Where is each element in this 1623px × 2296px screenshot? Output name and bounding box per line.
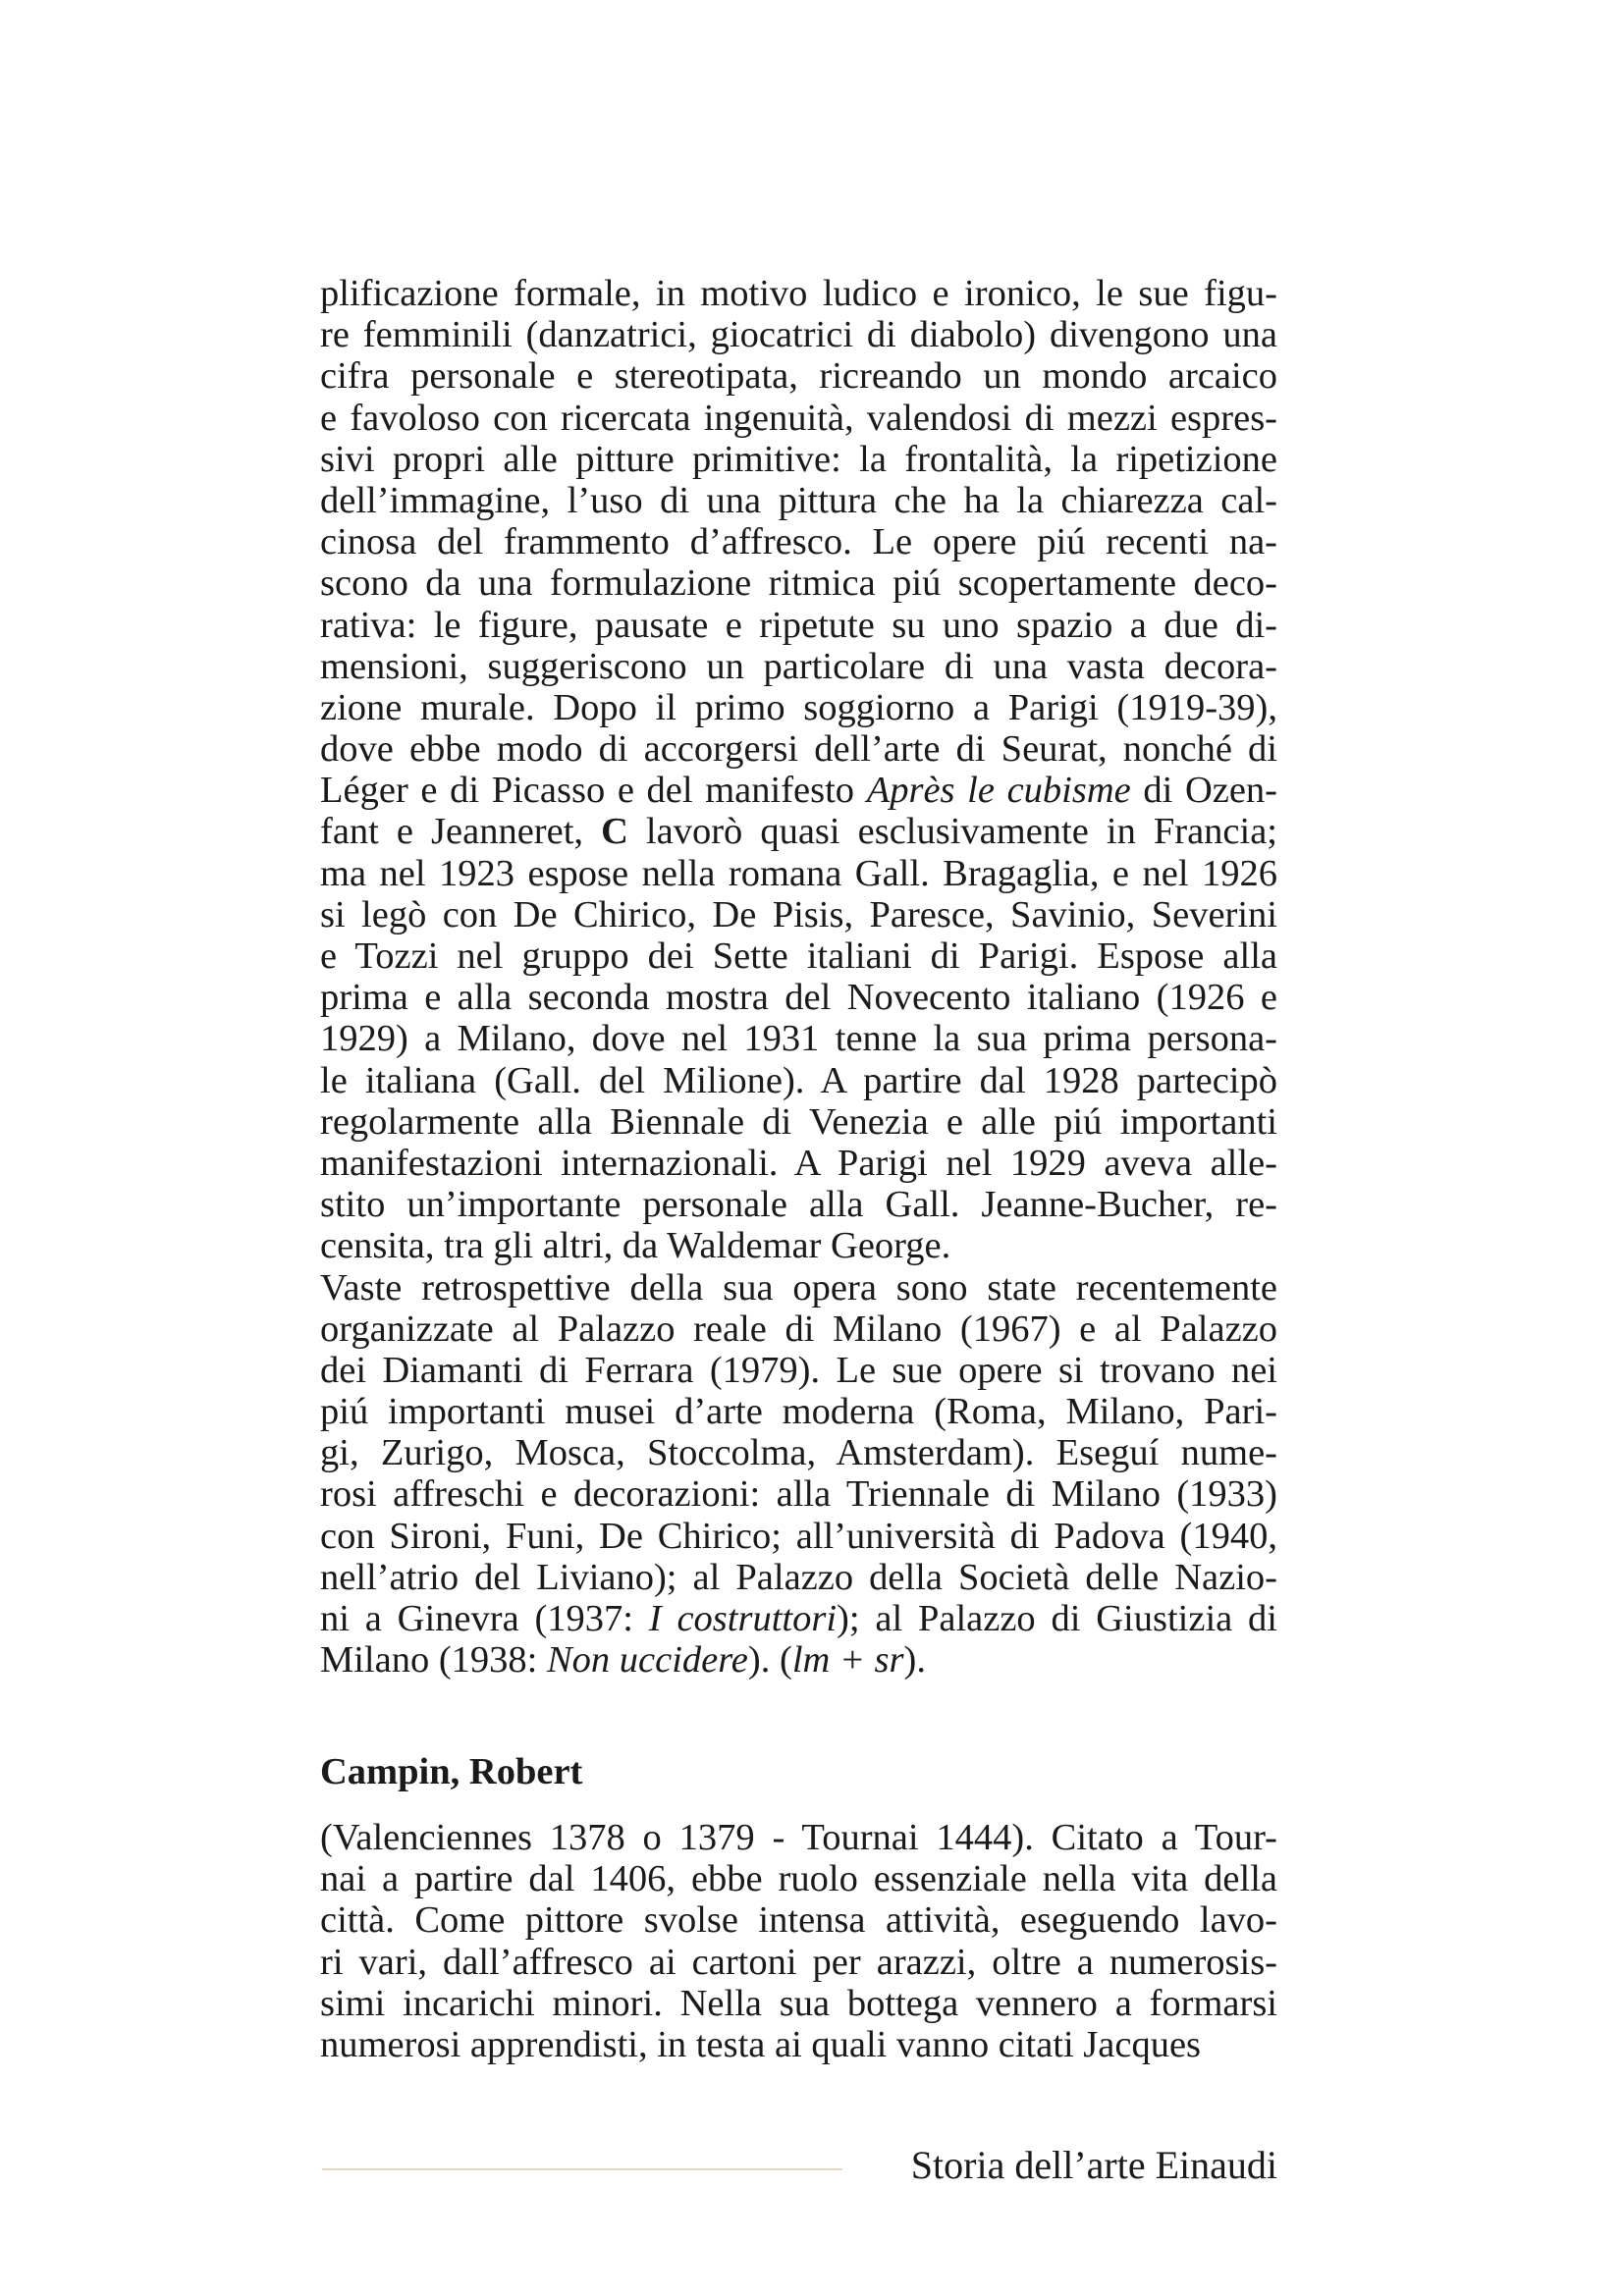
text-line xyxy=(320,894,1277,935)
text-line xyxy=(320,1101,1277,1143)
text-segment: prima e alla seconda mostra del Novecento italiano (1926 e xyxy=(320,977,1277,1019)
text-line xyxy=(320,1018,1277,1059)
text-line xyxy=(320,398,1277,439)
text-line xyxy=(320,977,1277,1018)
text-segment: sivi propri alle pitture primitive: la frontalità, la ripetizione xyxy=(320,438,1277,480)
text-segment: ri vari, dall’affresco ai cartoni per arazzi, oltre a numerosis- xyxy=(320,1941,1277,1983)
text-line xyxy=(320,1473,1277,1515)
text-segment: 1929) a Milano, dove nel 1931 tenne la sua prima persona- xyxy=(320,1018,1277,1060)
text-segment: ma nel 1923 espose nella romana Gall. Bragaglia, e nel 1926 xyxy=(320,852,1277,894)
text-segment: e Tozzi nel gruppo dei Sette italiani di Parigi. Espose alla xyxy=(320,935,1277,977)
text-segment: città. Come pittore svolse intensa attività, eseguendo lavo- xyxy=(320,1899,1277,1942)
text-segment: ni a Ginevra (1937: xyxy=(320,1598,649,1639)
text-segment: nai a partire dal 1406, ebbe ruolo essenziale nella vita della xyxy=(320,1858,1277,1900)
text-segment: piú importanti musei d’arte moderna (Roma, Milano, Pari- xyxy=(320,1391,1277,1433)
text-line xyxy=(320,1598,1277,1639)
text-line xyxy=(320,273,1277,314)
text-segment: censita, tra gli altri, da Waldemar George. xyxy=(320,1225,951,1267)
text-segment: dei Diamanti di Ferrara (1979). Le sue opere si trovano nei xyxy=(320,1349,1277,1391)
text-line xyxy=(320,2024,1277,2065)
text-line xyxy=(320,853,1277,894)
text-line xyxy=(320,521,1277,562)
text-segment: Milano (1938: xyxy=(320,1639,547,1682)
bold-text: C xyxy=(601,811,628,853)
text-line xyxy=(320,1639,1277,1681)
italic-text: I costruttori xyxy=(648,1598,838,1639)
text-segment: manifestazioni internazionali. A Parigi nel 1929 aveva alle- xyxy=(320,1142,1277,1184)
text-segment: cifra personale e stereotipata, ricreando un mondo arcaico xyxy=(320,355,1277,398)
text-line xyxy=(320,1391,1277,1432)
paragraph-campin-biography xyxy=(320,1817,1277,2065)
text-line xyxy=(320,687,1277,728)
text-line xyxy=(320,439,1277,480)
text-segment: numerosi apprendisti, in testa ai quali vanno citati Jacques xyxy=(320,2023,1202,2065)
text-line xyxy=(320,355,1277,397)
text-line xyxy=(320,480,1277,521)
text-segment: plificazione formale, in motivo ludico e ironico, le sue figu- xyxy=(320,273,1277,314)
text-line xyxy=(320,646,1277,687)
text-line xyxy=(320,1557,1277,1598)
footer-rule xyxy=(322,2168,842,2170)
text-line xyxy=(320,1516,1277,1557)
text-line xyxy=(320,1350,1277,1391)
footer-title: Storia dell’arte Einaudi xyxy=(910,2143,1277,2187)
text-segment: nell’atrio del Liviano); al Palazzo della Società delle Nazio- xyxy=(320,1556,1277,1598)
text-segment: ); al Palazzo di Giustizia di xyxy=(837,1598,1277,1639)
text-segment: zione murale. Dopo il primo soggiorno a Parigi (1919-39), xyxy=(320,686,1277,728)
text-segment: dove ebbe modo di accorgersi dell’arte di Seurat, nonché di xyxy=(320,728,1277,771)
entry-heading: Campin, Robert xyxy=(320,1751,583,1792)
text-line xyxy=(320,605,1277,646)
text-line xyxy=(320,1817,1277,1858)
italic-text: Après le cubisme xyxy=(866,770,1131,812)
text-segment: Vaste retrospettive della sua opera sono state recentemente xyxy=(320,1266,1277,1308)
text-segment: gi, Zurigo, Mosca, Stoccolma, Amsterdam). Eseguí nume- xyxy=(320,1432,1277,1474)
text-line xyxy=(320,1225,1277,1266)
text-segment: rosi affreschi e decorazioni: alla Triennale di Milano (1933) xyxy=(320,1473,1277,1516)
text-segment: (Valenciennes 1378 o 1379 - Tournai 1444). Citato a Tour- xyxy=(320,1817,1277,1858)
text-line xyxy=(320,1899,1277,1941)
paragraph-continuation xyxy=(320,273,1277,1267)
text-line xyxy=(320,1942,1277,1983)
italic-text: Non uccidere xyxy=(546,1639,748,1682)
text-segment: e favoloso con ricercata ingenuità, valendosi di mezzi espres- xyxy=(320,397,1277,439)
text-line xyxy=(320,728,1277,770)
text-segment: simi incarichi minori. Nella sua bottega vennero a formarsi xyxy=(320,1982,1277,2024)
text-line xyxy=(320,935,1277,977)
text-line xyxy=(320,1143,1277,1184)
text-segment: Léger e di Picasso e del manifesto xyxy=(320,770,867,812)
text-segment: ). xyxy=(903,1639,926,1682)
text-segment: stito un’importante personale alla Gall. Jeanne-Bucher, re- xyxy=(320,1184,1277,1226)
text-segment: dell’immagine, l’uso di una pittura che ha la chiarezza cal- xyxy=(320,479,1277,521)
text-segment: rativa: le figure, pausate e ripetute su uno spazio a due di- xyxy=(320,604,1277,646)
text-line xyxy=(320,1308,1277,1350)
text-line xyxy=(320,811,1277,852)
body-text-main xyxy=(320,273,1277,1681)
text-segment: fant e Jeanneret, xyxy=(320,811,602,853)
text-segment: organizzate al Palazzo reale di Milano (1967) e al Palazzo xyxy=(320,1308,1277,1350)
text-segment: si legò con De Chirico, De Pisis, Paresce, Savinio, Severini xyxy=(320,893,1277,935)
text-line xyxy=(320,562,1277,604)
text-segment: ). ( xyxy=(747,1639,792,1682)
text-segment: con Sironi, Funi, De Chirico; all’università di Padova (1940, xyxy=(320,1515,1277,1557)
text-segment: regolarmente alla Biennale di Venezia e alle piú importanti xyxy=(320,1100,1277,1143)
text-line xyxy=(320,1983,1277,2024)
text-segment: re femminili (danzatrici, giocatrici di diabolo) divengono una xyxy=(320,314,1277,356)
italic-text: lm + sr xyxy=(791,1639,904,1682)
text-segment: mensioni, suggeriscono un particolare di una vasta decora- xyxy=(320,645,1277,687)
text-line xyxy=(320,1432,1277,1473)
text-segment: di Ozen- xyxy=(1130,770,1278,812)
text-segment: le italiana (Gall. del Milione). A partire dal 1928 partecipò xyxy=(320,1059,1277,1101)
text-line xyxy=(320,1267,1277,1308)
text-line xyxy=(320,1060,1277,1101)
text-segment: lavorò quasi esclusivamente in Francia; xyxy=(627,811,1278,853)
paragraph-retrospectives xyxy=(320,1267,1277,1682)
text-line xyxy=(320,1858,1277,1899)
text-segment: cinosa del frammento d’affresco. Le opere piú recenti na- xyxy=(320,521,1277,563)
text-line xyxy=(320,1184,1277,1225)
body-text-entry xyxy=(320,1817,1277,2065)
text-segment: scono da una formulazione ritmica piú scopertamente deco- xyxy=(320,562,1277,605)
text-line xyxy=(320,770,1277,811)
text-line xyxy=(320,314,1277,355)
